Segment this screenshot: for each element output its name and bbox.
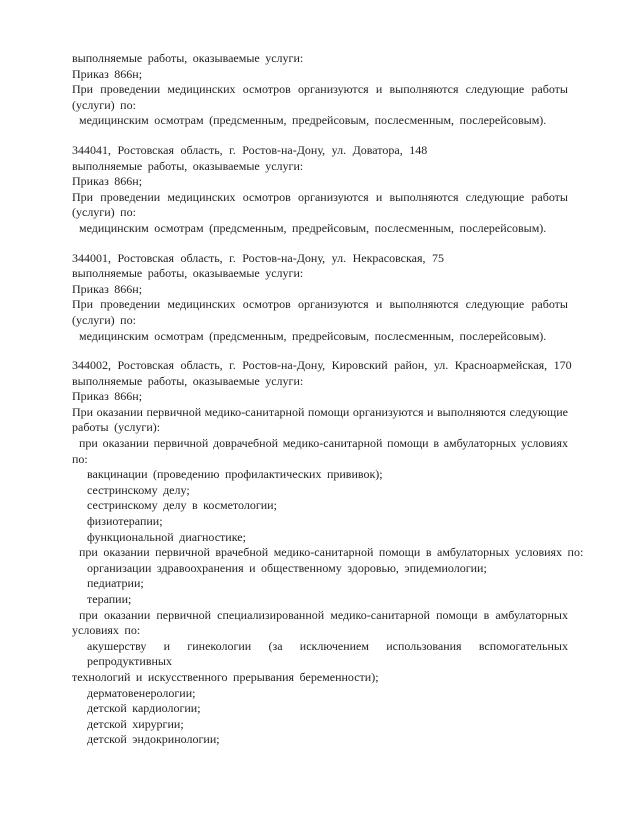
document-line: Приказ 866н;: [72, 174, 143, 189]
document-line: выполняемые работы, оказываемые услуги:: [72, 51, 304, 65]
document-line: (услуги) по:: [72, 312, 136, 327]
address-line: 344041, Ростовская область, г. Ростов-на-Дону, ул. Доватора, 148: [72, 142, 428, 157]
address-line: 344002, Ростовская область, г. Ростов-на-Дону, Кировский район, ул. Красноармейская, 170: [72, 358, 572, 373]
document-line: сестринскому делу;: [87, 482, 190, 497]
document-line: Приказ 866н;: [72, 389, 143, 404]
document-line: При проведении медицинских осмотров организуются и выполняются следующие работы: [72, 297, 568, 312]
document-line: медицинским осмотрам (предсменным, предрейсовым, послесменным, послерейсовым).: [79, 113, 547, 128]
document-line: технологий и искусственного прерывания беременности);: [72, 669, 379, 684]
document-line: медицинским осмотрам (предсменным, предрейсовым, послесменным, послерейсовым).: [79, 328, 547, 343]
document-line: Приказ 866н;: [72, 66, 143, 81]
document-line: при оказании первичной специализированной медико-санитарной помощи в амбулаторных: [79, 607, 568, 622]
document-line: организации здравоохранения и общественному здоровью, эпидемиологии;: [87, 560, 487, 575]
document-line: выполняемые работы, оказываемые услуги:: [72, 158, 304, 173]
license-section: [72, 143, 568, 237]
license-section: [72, 358, 584, 748]
document-line: терапии;: [87, 592, 132, 606]
document-line: медицинским осмотрам (предсменным, предрейсовым, послесменным, послерейсовым).: [79, 220, 547, 235]
document-line: При оказании первичной медико-санитарной помощи организуются и выполняются следующие: [72, 404, 568, 419]
document-line: детской хирургии;: [87, 716, 184, 731]
document-line: выполняемые работы, оказываемые услуги:: [72, 373, 304, 388]
document-line: акушерству и гинекологии (за исключением использования вспомогательных репродуктивных: [87, 638, 568, 669]
document-line: при оказании первичной доврачебной медико-санитарной помощи в амбулаторных условиях: [79, 436, 568, 451]
document-line: сестринскому делу в косметологии;: [87, 498, 277, 513]
document-line: вакцинации (проведению профилактических прививок);: [87, 467, 383, 482]
document-line: (услуги) по:: [72, 97, 136, 112]
document-line: дерматовенерологии;: [87, 685, 196, 700]
document-line: детской эндокринологии;: [87, 732, 220, 747]
document-line: физиотерапии;: [87, 514, 163, 529]
document-line: выполняемые работы, оказываемые услуги:: [72, 266, 304, 281]
document-line: детской кардиологии;: [87, 701, 201, 716]
document-line: При проведении медицинских осмотров организуются и выполняются следующие работы: [72, 189, 568, 204]
license-works-document: [72, 51, 584, 748]
document-line: Приказ 866н;: [72, 281, 143, 296]
document-line: работы (услуги):: [72, 420, 161, 435]
document-line: При проведении медицинских осмотров организуются и выполняются следующие работы: [72, 82, 568, 97]
license-section: [72, 251, 568, 345]
license-section: [72, 51, 568, 129]
document-line: (услуги) по:: [72, 205, 136, 220]
address-line: 344001, Ростовская область, г. Ростов-на-Дону, ул. Некрасовская, 75: [72, 250, 444, 265]
document-line: по:: [72, 451, 88, 466]
document-line: при оказании первичной врачебной медико-санитарной помощи в амбулаторных условиях по:: [79, 545, 584, 560]
document-line: функциональной диагностике;: [87, 529, 246, 544]
document-line: педиатрии;: [87, 576, 144, 591]
document-line: условиях по:: [72, 623, 141, 638]
